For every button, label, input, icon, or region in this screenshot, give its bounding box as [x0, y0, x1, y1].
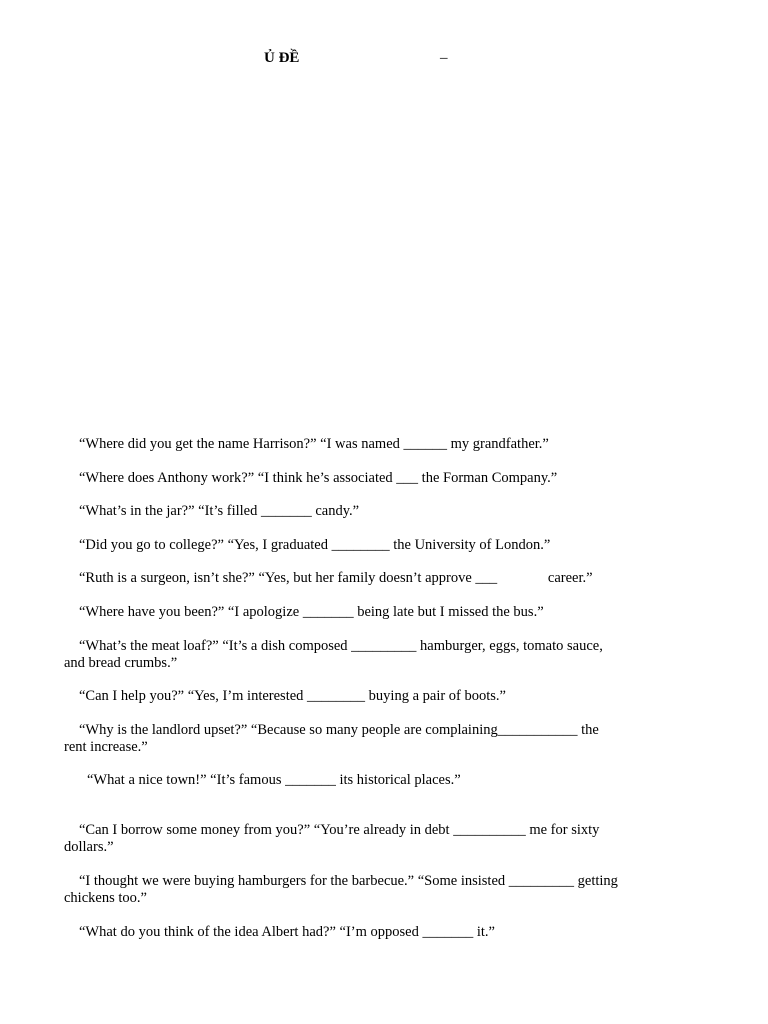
- question-item: “Why is the landlord upset?” “Because so many people are complaining___________ the rent increase.”: [64, 721, 603, 755]
- question-item: “What a nice town!” “It’s famous _______ its historical places.”: [87, 772, 461, 789]
- question-list: [64, 436, 624, 957]
- question-item: “Where does Anthony work?” “I think he’s associated ___ the Forman Company.”: [79, 469, 558, 486]
- question-item: “Can I borrow some money from you?” “You’re already in debt __________ me for sixty dollars.”: [64, 822, 604, 856]
- question-item: “What do you think of the idea Albert had?” “I’m opposed _______ it.”: [79, 923, 495, 940]
- document-title: Ủ ĐỀ: [264, 50, 300, 66]
- question-item: “Where did you get the name Harrison?” “I was named ______ my grandfather.”: [79, 436, 549, 452]
- question-item: “Did you go to college?” “Yes, I graduated ________ the University of London.”: [79, 536, 551, 553]
- question-item: “Can I help you?” “Yes, I’m interested ________ buying a pair of boots.”: [79, 688, 506, 705]
- title-dash: –: [440, 50, 448, 66]
- question-item: “What’s the meat loaf?” “It’s a dish composed _________ hamburger, eggs, tomato sauce, and bread crumbs.”: [64, 637, 607, 671]
- question-item: “I thought we were buying hamburgers for the barbecue.” “Some insisted _________ getting chickens too.”: [64, 872, 622, 906]
- question-item: “What’s in the jar?” “It’s filled _______ candy.”: [79, 503, 360, 520]
- question-item: “Ruth is a surgeon, isn’t she?” “Yes, but her family doesn’t approve ___ career.”: [79, 570, 593, 587]
- question-item: “Where have you been?” “I apologize _______ being late but I missed the bus.”: [79, 603, 544, 620]
